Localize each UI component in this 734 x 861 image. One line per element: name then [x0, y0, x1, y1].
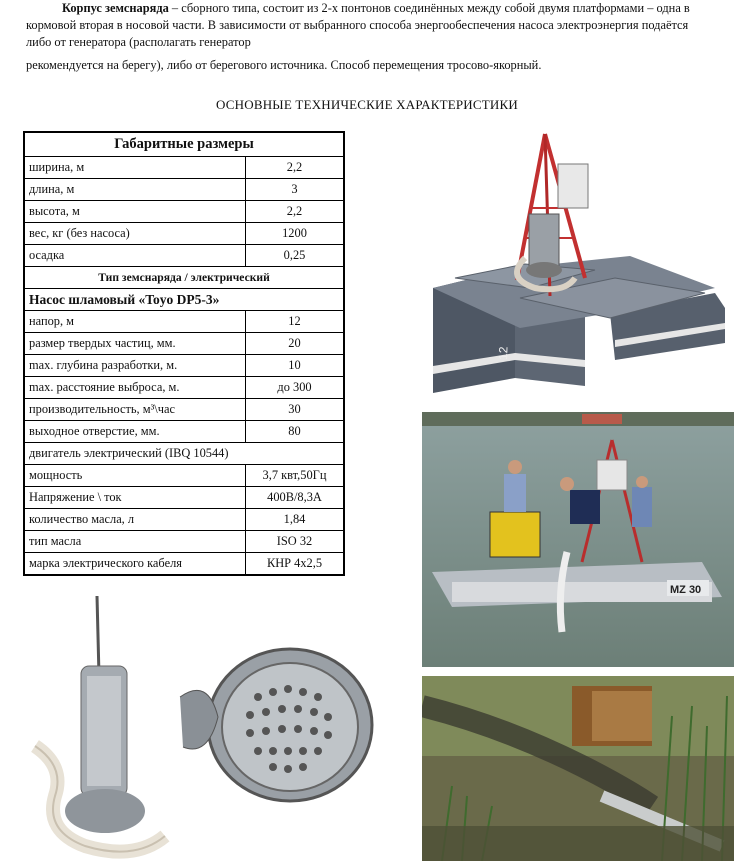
table-title: Габаритные размеры	[24, 132, 344, 157]
spec-table	[23, 131, 345, 576]
table-row: марка электрического кабеля КНР 4х2,5	[24, 553, 344, 576]
pontoon-number: 12	[496, 346, 511, 361]
table-row: тип масла ISO 32	[24, 531, 344, 553]
table-row: осадка 0,25	[24, 245, 344, 267]
table-row: размер твердых частиц, мм. 20	[24, 333, 344, 355]
intro-paragraph	[26, 0, 716, 74]
strainer-photo	[178, 637, 378, 803]
table-row: вес, кг (без насоса) 1200	[24, 223, 344, 245]
motor-model-row: двигатель электрический (IBQ 10544)	[24, 443, 344, 465]
table-row: ширина, м 2,2	[24, 157, 344, 179]
table-row: длина, м 3	[24, 179, 344, 201]
table-row: Напряжение \ ток 400В/8,3А	[24, 487, 344, 509]
table-row: количество масла, л 1,84	[24, 509, 344, 531]
table-row: max. расстояние выброса, м. до 300	[24, 377, 344, 399]
dredger-photo	[425, 128, 734, 400]
table-row: производительность, м³\час 30	[24, 399, 344, 421]
table-row: мощность 3,7 квт,50Гц	[24, 465, 344, 487]
dredger-type-row: Тип земснаряда / электрический	[24, 267, 344, 289]
lake-hull-marking: MZ 30	[670, 584, 702, 596]
table-row: высота, м 2,2	[24, 201, 344, 223]
section-heading: ОСНОВНЫЕ ТЕХНИЧЕСКИЕ ХАРАКТЕРИСТИКИ	[216, 97, 518, 112]
pump-photo	[25, 596, 177, 861]
intro-text: – сборного типа, состоит из 2-х понтонов соединённых между собой двумя платформами – одна в кормовой вторая в носовой части. В зависимости от выбранного способа энергообеспечения насоса электроэнергия подаётся либо от генератора (располагать генератор	[26, 1, 690, 49]
intro-lead: Корпус земснаряда	[62, 1, 169, 15]
table-row: max. глубина разработки, м. 10	[24, 355, 344, 377]
table-row: выходное отверстие, мм. 80	[24, 421, 344, 443]
table-row: напор, м 12	[24, 311, 344, 333]
pump-model-row: Насос шламовый «Toyo DP5-3»	[24, 289, 344, 311]
lake-photo	[422, 412, 734, 667]
intro-last-line: рекомендуется на берегу), либо от берегового источника. Способ перемещения тросово-якорный.	[26, 58, 542, 72]
discharge-photo	[422, 676, 734, 861]
